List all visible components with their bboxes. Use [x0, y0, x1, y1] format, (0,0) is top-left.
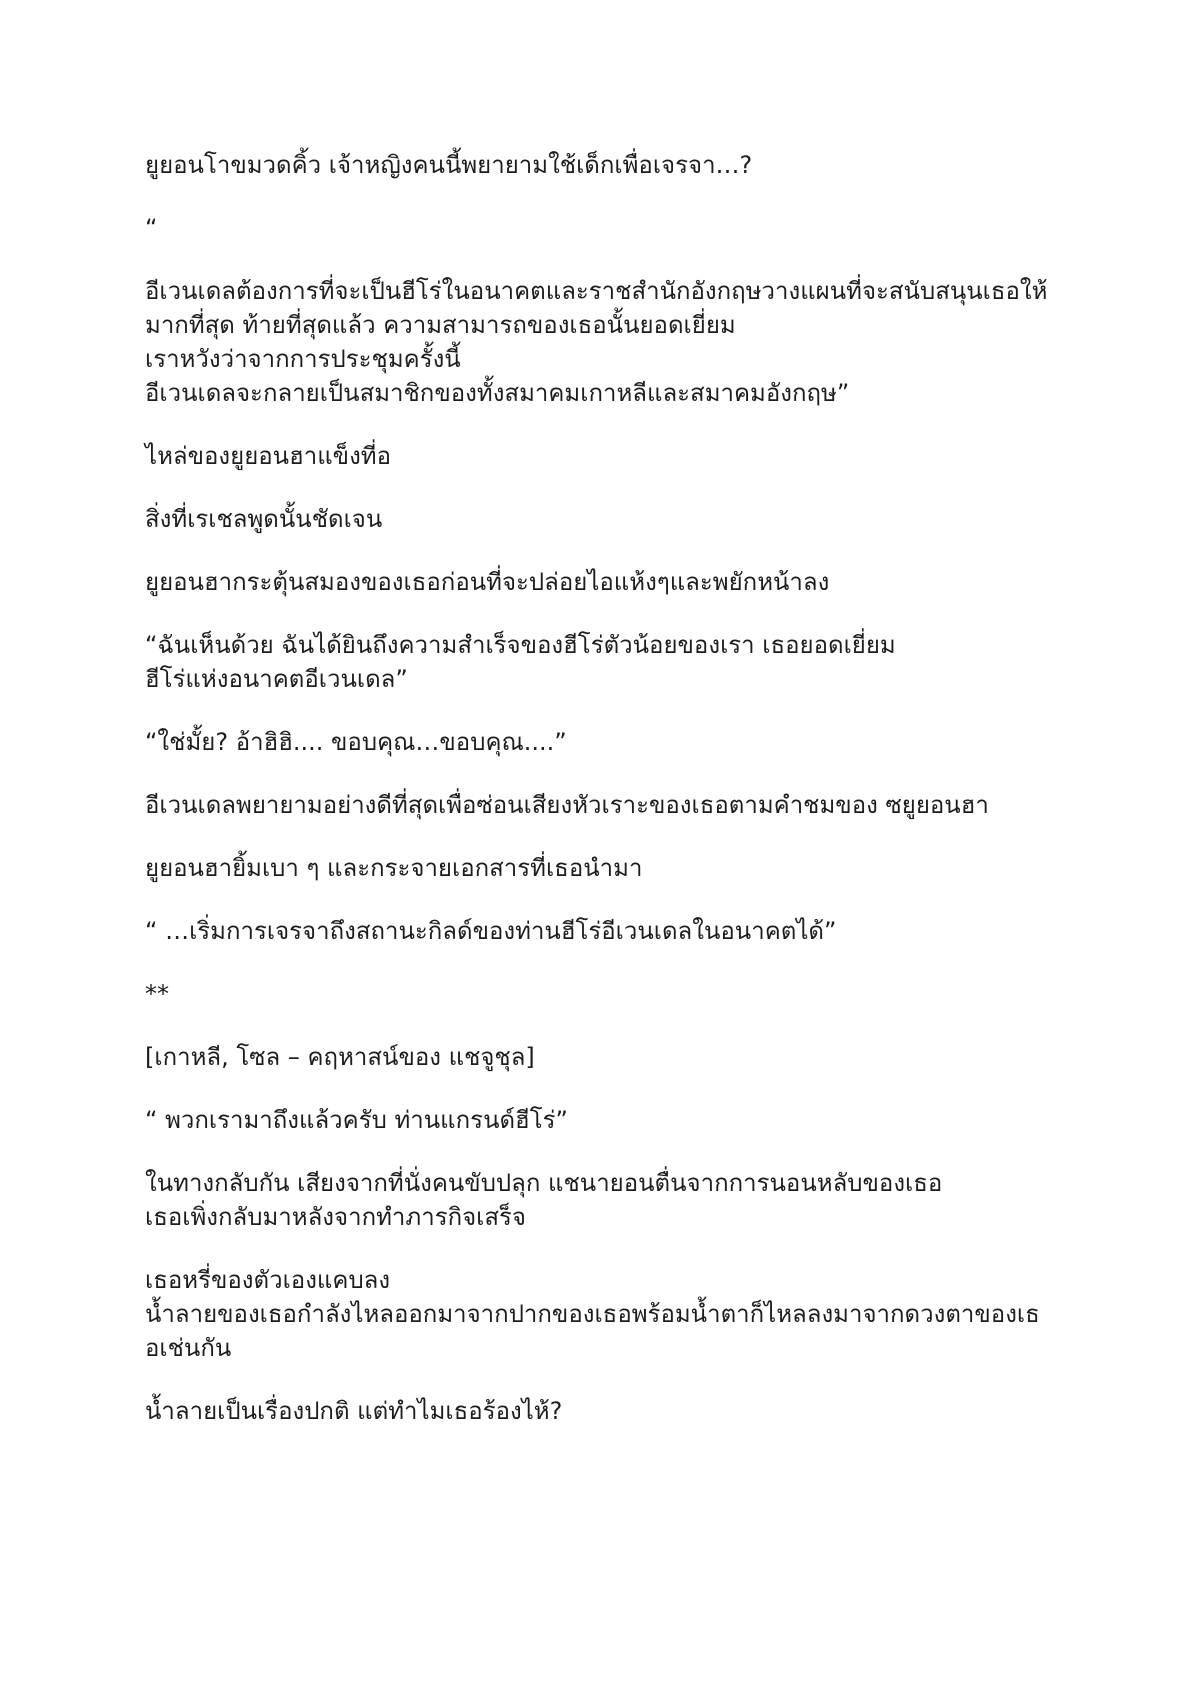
- text-line: สิ่งที่เรเชลพูดนั้นชัดเจน: [145, 505, 383, 533]
- paragraph: [145, 274, 1060, 410]
- text-line: อีเวนเดลต้องการที่จะเป็นฮีโร่ในอนาคตและราชสำนักอังกฤษวางแผนที่จะสนับสนุนเธอให้: [145, 277, 1048, 305]
- paragraph: [145, 628, 1060, 696]
- paragraph: [145, 439, 1060, 473]
- paragraph: [145, 1103, 1060, 1137]
- text-line: ยูยอนโาขมวดคิ้ว เจ้าหญิงคนนี้พยายามใช้เด็กเพื่อเจรจา…?: [145, 151, 753, 179]
- text-line: น้ำลายของเธอกำลังไหลออกมาจากปากของเธอพร้อมน้ำตาก็ไหลลงมาจากดวงตาของเธ: [145, 1300, 1040, 1328]
- paragraph: [145, 851, 1060, 885]
- paragraph: [145, 725, 1060, 759]
- text-line: น้ำลายเป็นเรื่องปกติ แต่ทำไมเธอร้องไห้?: [145, 1397, 563, 1425]
- text-line: มากที่สุด ท้ายที่สุดแล้ว ความสามารถของเธอนั้นยอดเยี่ยม: [145, 311, 736, 339]
- text-line: อเช่นกัน: [145, 1334, 232, 1362]
- paragraph: [145, 1166, 1060, 1234]
- text-line: ไหล่ของยูยอนฮาแข็งที่อ: [145, 442, 392, 470]
- paragraph: [145, 502, 1060, 536]
- paragraph: [145, 914, 1060, 948]
- paragraph: [145, 977, 1060, 1011]
- text-line: “ พวกเรามาถึงแล้วครับ ท่านแกรนด์ฮีโร่”: [145, 1106, 568, 1134]
- text-line: อีเวนเดลจะกลายเป็นสมาชิกของทั้งสมาคมเกาหลีและสมาคมอังกฤษ”: [145, 379, 850, 407]
- text-line: ยูยอนฮากระตุ้นสมองของเธอก่อนที่จะปล่อยไอแห้งๆและพยักหน้าลง: [145, 568, 830, 596]
- text-line: เธอเพิ่งกลับมาหลังจากทำภารกิจเสร็จ: [145, 1203, 526, 1231]
- paragraph: [145, 565, 1060, 599]
- paragraph: [145, 148, 1060, 182]
- paragraph: [145, 1263, 1060, 1365]
- paragraph: [145, 1394, 1060, 1428]
- text-line: เราหวังว่าจากการประชุมครั้งนี้: [145, 345, 461, 373]
- text-line: อีเวนเดลพยายามอย่างดีที่สุดเพื่อซ่อนเสียงหัวเราะของเธอตามคำชมของ ซยูยอนฮา: [145, 791, 989, 819]
- text-line: [เกาหลี, โซล – คฤหาสน์ของ แชจูชุล]: [145, 1043, 535, 1071]
- text-line: “ …เริ่มการเจรจาถึงสถานะกิลด์ของท่านฮีโร่อีเวนเดลในอนาคตได้”: [145, 917, 837, 945]
- text-line: ฮีโร่แห่งอนาคตอีเวนเดล”: [145, 665, 408, 693]
- paragraph: [145, 1040, 1060, 1074]
- text-line: “ฉันเห็นด้วย ฉันได้ยินถึงความสำเร็จของฮีโร่ตัวน้อยของเรา เธอยอดเยี่ยม: [145, 631, 896, 659]
- text-line: เธอหรี่ของตัวเองแคบลง: [145, 1266, 391, 1294]
- text-line: “ใช่มั้ย? อ้าฮิฮิ.... ขอบคุณ…ขอบคุณ....”: [145, 728, 567, 756]
- text-line: **: [145, 980, 169, 1008]
- paragraph: [145, 788, 1060, 822]
- text-line: “: [145, 214, 158, 242]
- text-line: ยูยอนฮายิ้มเบา ๆ และกระจายเอกสารที่เธอนำมา: [145, 854, 643, 882]
- paragraph: [145, 211, 1060, 245]
- text-line: ในทางกลับกัน เสียงจากที่นั่งคนขับปลุก แชนายอนตื่นจากการนอนหลับของเธอ: [145, 1169, 943, 1197]
